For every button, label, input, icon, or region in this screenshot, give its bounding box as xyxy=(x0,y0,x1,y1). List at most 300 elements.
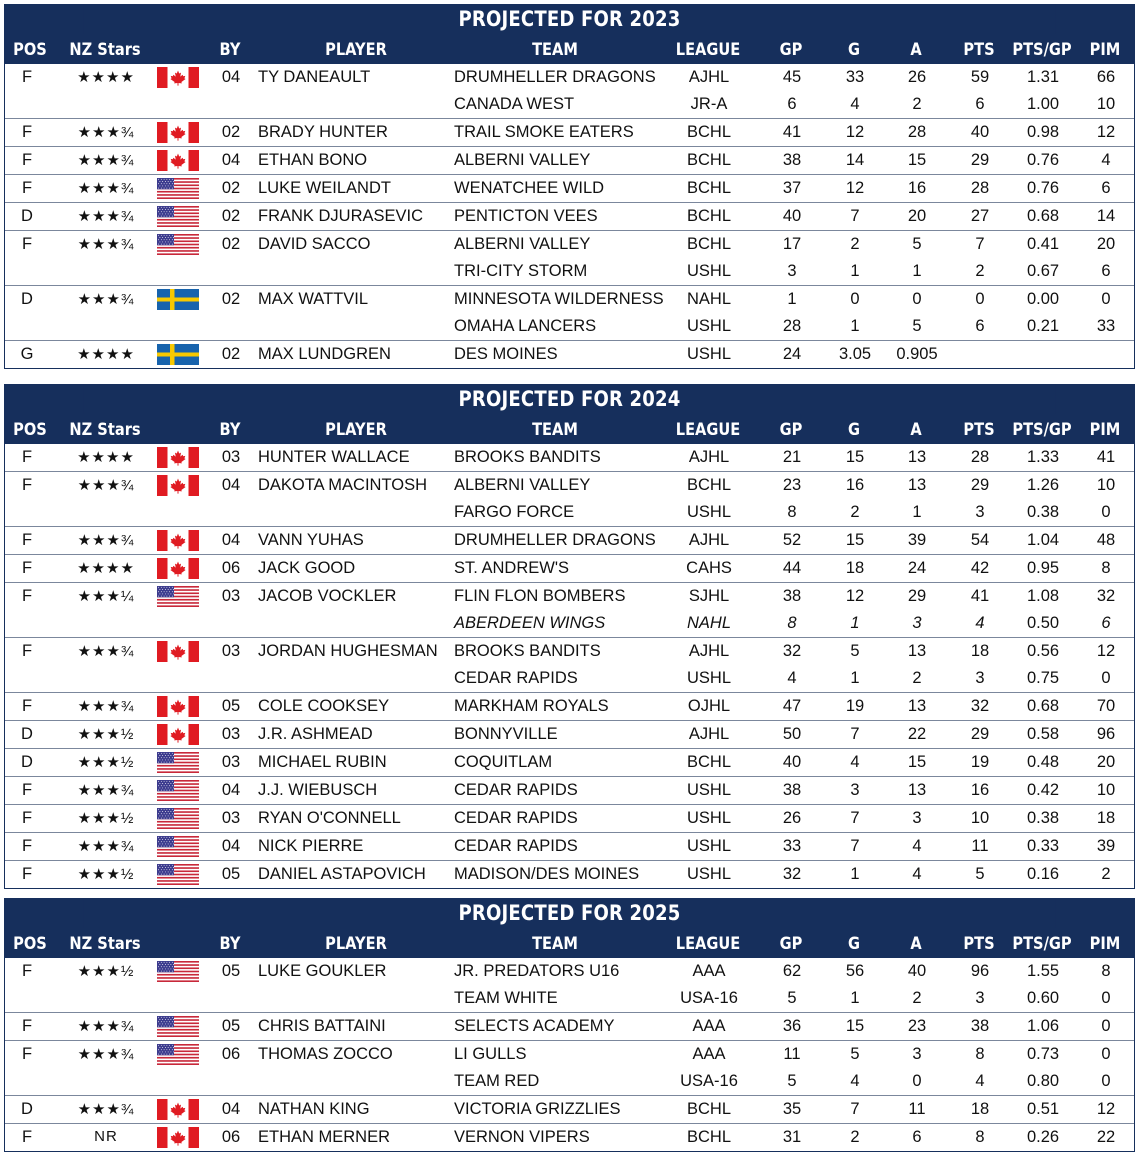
cell-by: 04 xyxy=(221,1100,241,1118)
cell-league: USHL xyxy=(686,865,732,883)
cell-g: 14 xyxy=(845,151,865,169)
cell-a: 5 xyxy=(912,235,922,253)
cell-gp: 6 xyxy=(787,95,797,113)
cell-pim: 48 xyxy=(1096,531,1116,549)
cell-pim: 20 xyxy=(1096,753,1116,771)
cell-player: CHRIS BATTAINI xyxy=(258,1017,386,1035)
cell-ptsgp: 0.42 xyxy=(1026,781,1060,799)
cell-pos: D xyxy=(21,207,33,225)
cell-player: FRANK DJURASEVIC xyxy=(258,207,424,225)
cell-ptsgp: 0.50 xyxy=(1026,614,1060,632)
cell-team: FARGO FORCE xyxy=(454,503,575,521)
cell-pos: F xyxy=(21,68,33,86)
cell-team: CEDAR RAPIDS xyxy=(454,781,578,799)
cell-stars: ★★★½ xyxy=(77,726,135,743)
cell-by: 03 xyxy=(221,448,241,466)
table-row xyxy=(5,1013,1134,1040)
cell-league: USHL xyxy=(686,669,732,687)
column-header-gp: GP xyxy=(779,40,803,60)
projection-section-1 xyxy=(4,4,1135,369)
cell-pim: 70 xyxy=(1096,697,1116,715)
player-group xyxy=(5,805,1134,833)
column-header-stars: NZ Stars xyxy=(69,420,141,440)
cell-g: 1 xyxy=(850,669,860,687)
cell-gp: 38 xyxy=(782,781,802,799)
column-header-pim: PIM xyxy=(1089,420,1121,440)
cell-gp: 32 xyxy=(782,642,802,660)
cell-pim: 0 xyxy=(1101,503,1111,521)
cell-ptsgp: 0.56 xyxy=(1026,642,1060,660)
cell-a: 3 xyxy=(912,614,922,632)
cell-gp: 24 xyxy=(782,345,802,363)
cell-pim: 10 xyxy=(1096,95,1116,113)
cell-g: 5 xyxy=(850,1045,860,1063)
cell-pim: 41 xyxy=(1096,448,1116,466)
cell-player: J.J. WIEBUSCH xyxy=(258,781,378,799)
cell-pts: 38 xyxy=(970,1017,990,1035)
cell-pts: 18 xyxy=(970,642,990,660)
cell-by: 03 xyxy=(221,753,241,771)
cell-gp: 26 xyxy=(782,809,802,827)
cell-a: 2 xyxy=(912,95,922,113)
cell-by: 04 xyxy=(221,151,241,169)
player-group xyxy=(5,861,1134,888)
cell-a: 20 xyxy=(907,207,927,225)
cell-pos: D xyxy=(21,753,33,771)
table-row xyxy=(5,985,1134,1012)
column-header-gp: GP xyxy=(779,934,803,954)
cell-gp: 41 xyxy=(782,123,802,141)
cell-team: BONNYVILLE xyxy=(454,725,558,743)
cell-player: LUKE WEILANDT xyxy=(258,179,391,197)
cell-team: DRUMHELLER DRAGONS xyxy=(454,68,656,86)
cell-team: TEAM RED xyxy=(454,1072,540,1090)
cell-pim: 66 xyxy=(1096,68,1116,86)
cell-league: BCHL xyxy=(686,476,732,494)
cell-pts: 4 xyxy=(975,614,985,632)
column-header-a: A xyxy=(910,40,922,60)
cell-g: 2 xyxy=(850,235,860,253)
cell-pts: 11 xyxy=(971,837,989,855)
cell-pts: 42 xyxy=(970,559,990,577)
cell-pts: 27 xyxy=(970,207,990,225)
cell-pts: 3 xyxy=(975,503,985,521)
cell-a: 0 xyxy=(912,1072,922,1090)
cell-pim: 20 xyxy=(1096,235,1116,253)
cell-league: BCHL xyxy=(686,1128,732,1146)
table-row xyxy=(5,638,1134,665)
player-group xyxy=(5,958,1134,1013)
cell-league: USA-16 xyxy=(680,1072,738,1090)
cell-pts: 2 xyxy=(975,262,985,280)
cell-team: DES MOINES xyxy=(454,345,558,363)
cell-pos: F xyxy=(21,235,33,253)
column-header-pos: POS xyxy=(13,40,47,60)
cell-g: 4 xyxy=(850,95,860,113)
cell-g: 1 xyxy=(850,989,860,1007)
cell-by: 04 xyxy=(221,781,241,799)
cell-pos: F xyxy=(21,837,33,855)
cell-player: ETHAN MERNER xyxy=(258,1128,391,1146)
cell-league: USHL xyxy=(686,317,732,335)
cell-g: 7 xyxy=(850,837,860,855)
cell-player: THOMAS ZOCCO xyxy=(258,1045,393,1063)
cell-player: MICHAEL RUBIN xyxy=(258,753,387,771)
cell-g: 1 xyxy=(850,262,860,280)
player-group xyxy=(5,64,1134,119)
cell-a: 4 xyxy=(912,837,922,855)
cell-ptsgp: 0.80 xyxy=(1026,1072,1060,1090)
cell-player: JACK GOOD xyxy=(258,559,356,577)
cell-g: 2 xyxy=(850,503,860,521)
table-row xyxy=(5,1041,1134,1068)
table-row xyxy=(5,1068,1134,1095)
cell-player: ETHAN BONO xyxy=(258,151,368,169)
column-header-pim: PIM xyxy=(1089,40,1121,60)
table-row xyxy=(5,693,1134,720)
cell-stars: ★★★¾ xyxy=(77,291,135,308)
cell-ptsgp: 0.38 xyxy=(1026,809,1060,827)
cell-team: PENTICTON VEES xyxy=(454,207,598,225)
table-row xyxy=(5,286,1134,313)
cell-g: 12 xyxy=(845,587,865,605)
cell-league: BCHL xyxy=(686,151,732,169)
table-row xyxy=(5,203,1134,230)
cell-pim: 6 xyxy=(1101,614,1111,632)
cell-pim: 14 xyxy=(1096,207,1116,225)
cell-ptsgp: 1.00 xyxy=(1026,95,1060,113)
cell-team: WENATCHEE WILD xyxy=(454,179,605,197)
player-group xyxy=(5,721,1134,749)
cell-team: TRI-CITY STORM xyxy=(454,262,588,280)
player-group xyxy=(5,1013,1134,1041)
cell-a: 3 xyxy=(912,1045,922,1063)
cell-ptsgp: 0.95 xyxy=(1026,559,1060,577)
cell-gp: 32 xyxy=(782,865,802,883)
cell-pos: D xyxy=(21,1100,33,1118)
player-group xyxy=(5,1041,1134,1096)
cell-by: 05 xyxy=(221,962,241,980)
cell-stars: ★★★¾ xyxy=(77,208,135,225)
section-title: PROJECTED FOR 2024 xyxy=(83,384,1056,414)
table-row xyxy=(5,583,1134,610)
cell-league: JR-A xyxy=(690,95,728,113)
cell-player: NATHAN KING xyxy=(258,1100,370,1118)
section-banner xyxy=(4,4,1135,34)
canada-flag-icon xyxy=(157,67,199,88)
table-body xyxy=(4,444,1135,889)
cell-a: 13 xyxy=(907,781,927,799)
table-row xyxy=(5,721,1134,748)
cell-ptsgp: 0.76 xyxy=(1026,151,1060,169)
cell-league: USA-16 xyxy=(680,989,738,1007)
usa-flag-icon xyxy=(157,1044,199,1065)
cell-pts: 19 xyxy=(970,753,990,771)
cell-league: BCHL xyxy=(686,1100,732,1118)
cell-pos: F xyxy=(21,151,33,169)
cell-pim: 6 xyxy=(1101,262,1111,280)
cell-pim: 8 xyxy=(1101,559,1111,577)
cell-ptsgp: 1.33 xyxy=(1026,448,1060,466)
sweden-flag-icon xyxy=(157,289,199,310)
column-header-stars: NZ Stars xyxy=(69,934,141,954)
column-header-ptsgp: PTS/GP xyxy=(1012,420,1072,440)
cell-a: 4 xyxy=(912,865,922,883)
cell-g: 1 xyxy=(850,865,860,883)
cell-g: 19 xyxy=(845,697,865,715)
cell-gp: 45 xyxy=(782,68,802,86)
cell-player: VANN YUHAS xyxy=(258,531,364,549)
cell-gp: 40 xyxy=(782,753,802,771)
cell-league: AAA xyxy=(692,962,726,980)
cell-player: TY DANEAULT xyxy=(258,68,371,86)
player-group xyxy=(5,286,1134,341)
table-row xyxy=(5,665,1134,692)
column-header-pts: PTS xyxy=(963,420,995,440)
player-group xyxy=(5,203,1134,231)
usa-flag-icon xyxy=(157,1016,199,1037)
canada-flag-icon xyxy=(157,530,199,551)
cell-a: 24 xyxy=(907,559,927,577)
cell-ptsgp: 0.26 xyxy=(1026,1128,1060,1146)
cell-g: 12 xyxy=(845,123,865,141)
cell-a: 13 xyxy=(907,448,927,466)
cell-gp: 3 xyxy=(787,262,797,280)
player-group xyxy=(5,583,1134,638)
cell-gp: 5 xyxy=(787,1072,797,1090)
cell-team: TEAM WHITE xyxy=(454,989,558,1007)
cell-player: MAX LUNDGREN xyxy=(258,345,391,363)
cell-league: BCHL xyxy=(686,235,732,253)
cell-league: USHL xyxy=(686,345,732,363)
table-row xyxy=(5,91,1134,118)
cell-gp: 8 xyxy=(787,614,797,632)
cell-g: 7 xyxy=(850,1100,860,1118)
cell-ptsgp: 0.51 xyxy=(1026,1100,1060,1118)
cell-league: NAHL xyxy=(686,614,732,632)
cell-pos: F xyxy=(21,123,33,141)
cell-team: ALBERNI VALLEY xyxy=(454,476,591,494)
cell-stars: ★★★★ xyxy=(77,346,135,363)
cell-team: LI GULLS xyxy=(454,1045,527,1063)
cell-pim: 10 xyxy=(1096,781,1116,799)
cell-a: 2 xyxy=(912,989,922,1007)
canada-flag-icon xyxy=(157,1099,199,1120)
column-header-pts: PTS xyxy=(963,40,995,60)
cell-league: USHL xyxy=(686,809,732,827)
player-group xyxy=(5,175,1134,203)
cell-a: 3 xyxy=(912,809,922,827)
column-header-gp: GP xyxy=(779,420,803,440)
cell-ptsgp: 0.21 xyxy=(1026,317,1060,335)
cell-gp: 40 xyxy=(782,207,802,225)
cell-team: SELECTS ACADEMY xyxy=(454,1017,615,1035)
cell-gp: 21 xyxy=(782,448,802,466)
cell-league: AJHL xyxy=(688,725,730,743)
cell-a: 26 xyxy=(907,68,927,86)
cell-pts: 6 xyxy=(975,95,985,113)
cell-by: 03 xyxy=(221,725,241,743)
cell-stars: ★★★¾ xyxy=(77,180,135,197)
cell-gp: 8 xyxy=(787,503,797,521)
cell-player: LUKE GOUKLER xyxy=(258,962,387,980)
cell-g: 7 xyxy=(850,207,860,225)
column-header-pim: PIM xyxy=(1089,934,1121,954)
cell-gp: 5 xyxy=(787,989,797,1007)
cell-g: 7 xyxy=(850,725,860,743)
cell-stars: ★★★★ xyxy=(77,560,135,577)
cell-pts: 96 xyxy=(970,962,990,980)
cell-pts: 59 xyxy=(970,68,990,86)
cell-league: USHL xyxy=(686,837,732,855)
cell-gp: 17 xyxy=(782,235,802,253)
cell-pos: D xyxy=(21,725,33,743)
cell-player: MAX WATTVIL xyxy=(258,290,369,308)
cell-by: 05 xyxy=(221,865,241,883)
table-row xyxy=(5,341,1134,368)
table-row xyxy=(5,749,1134,776)
cell-pos: F xyxy=(21,476,33,494)
player-group xyxy=(5,693,1134,721)
cell-pts: 28 xyxy=(970,179,990,197)
section-title: PROJECTED FOR 2023 xyxy=(83,4,1056,34)
cell-player: DANIEL ASTAPOVICH xyxy=(258,865,426,883)
cell-team: ALBERNI VALLEY xyxy=(454,235,591,253)
cell-ptsgp: 0.76 xyxy=(1026,179,1060,197)
cell-pos: F xyxy=(21,1017,33,1035)
cell-pos: F xyxy=(21,531,33,549)
cell-stars: ★★★¾ xyxy=(77,152,135,169)
column-header-ptsgp: PTS/GP xyxy=(1012,934,1072,954)
cell-ptsgp: 0.68 xyxy=(1026,697,1060,715)
cell-player: BRADY HUNTER xyxy=(258,123,388,141)
cell-gp: 11 xyxy=(783,1045,801,1063)
cell-pos: F xyxy=(21,962,33,980)
cell-g: 15 xyxy=(845,1017,865,1035)
cell-ptsgp: 0.73 xyxy=(1026,1045,1060,1063)
cell-a: 5 xyxy=(912,317,922,335)
cell-g: 3.05 xyxy=(838,345,872,363)
cell-pts: 18 xyxy=(970,1100,990,1118)
column-header-ptsgp: PTS/GP xyxy=(1012,40,1072,60)
cell-ptsgp: 0.75 xyxy=(1026,669,1060,687)
cell-pos: F xyxy=(21,642,33,660)
usa-flag-icon xyxy=(157,234,199,255)
cell-by: 04 xyxy=(221,68,241,86)
cell-league: BCHL xyxy=(686,179,732,197)
cell-league: AJHL xyxy=(688,68,730,86)
cell-pts: 5 xyxy=(975,865,985,883)
table-row xyxy=(5,610,1134,637)
table-row xyxy=(5,1124,1134,1151)
cell-by: 05 xyxy=(221,697,241,715)
player-group xyxy=(5,444,1134,472)
table-row xyxy=(5,175,1134,202)
cell-league: AJHL xyxy=(688,531,730,549)
cell-stars: ★★★¾ xyxy=(77,236,135,253)
cell-league: BCHL xyxy=(686,753,732,771)
player-group xyxy=(5,119,1134,147)
cell-a: 16 xyxy=(907,179,927,197)
canada-flag-icon xyxy=(157,558,199,579)
canada-flag-icon xyxy=(157,724,199,745)
cell-stars: ★★★¾ xyxy=(77,1101,135,1118)
cell-gp: 1 xyxy=(787,290,797,308)
cell-g: 3 xyxy=(850,781,860,799)
cell-stars: NR xyxy=(94,1128,118,1145)
cell-gp: 33 xyxy=(782,837,802,855)
column-header-row xyxy=(4,414,1135,444)
usa-flag-icon xyxy=(157,586,199,607)
table-row xyxy=(5,958,1134,985)
cell-team: ALBERNI VALLEY xyxy=(454,151,591,169)
cell-team: TRAIL SMOKE EATERS xyxy=(454,123,634,141)
cell-player: NICK PIERRE xyxy=(258,837,364,855)
column-header-pos: POS xyxy=(13,420,47,440)
column-header-by: BY xyxy=(219,40,241,60)
table-row xyxy=(5,147,1134,174)
column-header-g: G xyxy=(847,934,861,954)
table-row xyxy=(5,472,1134,499)
cell-g: 15 xyxy=(845,531,865,549)
cell-ptsgp: 1.26 xyxy=(1026,476,1060,494)
cell-gp: 4 xyxy=(787,669,797,687)
table-row xyxy=(5,499,1134,526)
player-group xyxy=(5,777,1134,805)
cell-league: CAHS xyxy=(686,559,732,577)
player-group xyxy=(5,1096,1134,1124)
cell-ptsgp: 0.41 xyxy=(1026,235,1060,253)
cell-a: 0 xyxy=(912,290,922,308)
cell-a: 29 xyxy=(907,587,927,605)
cell-team: CANADA WEST xyxy=(454,95,575,113)
cell-league: AAA xyxy=(692,1017,726,1035)
player-group xyxy=(5,1124,1134,1151)
cell-player: JACOB VOCKLER xyxy=(258,587,397,605)
cell-ptsgp: 0.48 xyxy=(1026,753,1060,771)
section-banner xyxy=(4,384,1135,414)
cell-a: 22 xyxy=(907,725,927,743)
table-row xyxy=(5,861,1134,888)
column-header-row xyxy=(4,34,1135,64)
table-body xyxy=(4,958,1135,1152)
cell-pts: 6 xyxy=(975,317,985,335)
column-header-by: BY xyxy=(219,420,241,440)
cell-a: 15 xyxy=(907,151,927,169)
cell-by: 02 xyxy=(221,235,241,253)
cell-by: 02 xyxy=(221,123,241,141)
cell-pim: 0 xyxy=(1101,290,1111,308)
cell-pos: D xyxy=(21,290,33,308)
cell-player: DAKOTA MACINTOSH xyxy=(258,476,427,494)
cell-stars: ★★★★ xyxy=(77,69,135,86)
cell-g: 33 xyxy=(845,68,865,86)
cell-league: AJHL xyxy=(688,448,730,466)
cell-team: MADISON/DES MOINES xyxy=(454,865,640,883)
cell-by: 06 xyxy=(221,559,241,577)
cell-league: BCHL xyxy=(686,123,732,141)
cell-g: 1 xyxy=(850,614,860,632)
cell-ptsgp: 0.60 xyxy=(1026,989,1060,1007)
cell-pts: 10 xyxy=(970,809,990,827)
cell-stars: ★★★½ xyxy=(77,754,135,771)
cell-team: JR. PREDATORS U16 xyxy=(454,962,620,980)
cell-g: 5 xyxy=(850,642,860,660)
cell-team: ABERDEEN WINGS xyxy=(454,614,606,632)
cell-team: COQUITLAM xyxy=(454,753,553,771)
column-header-league: LEAGUE xyxy=(675,420,741,440)
cell-a: 13 xyxy=(907,642,927,660)
